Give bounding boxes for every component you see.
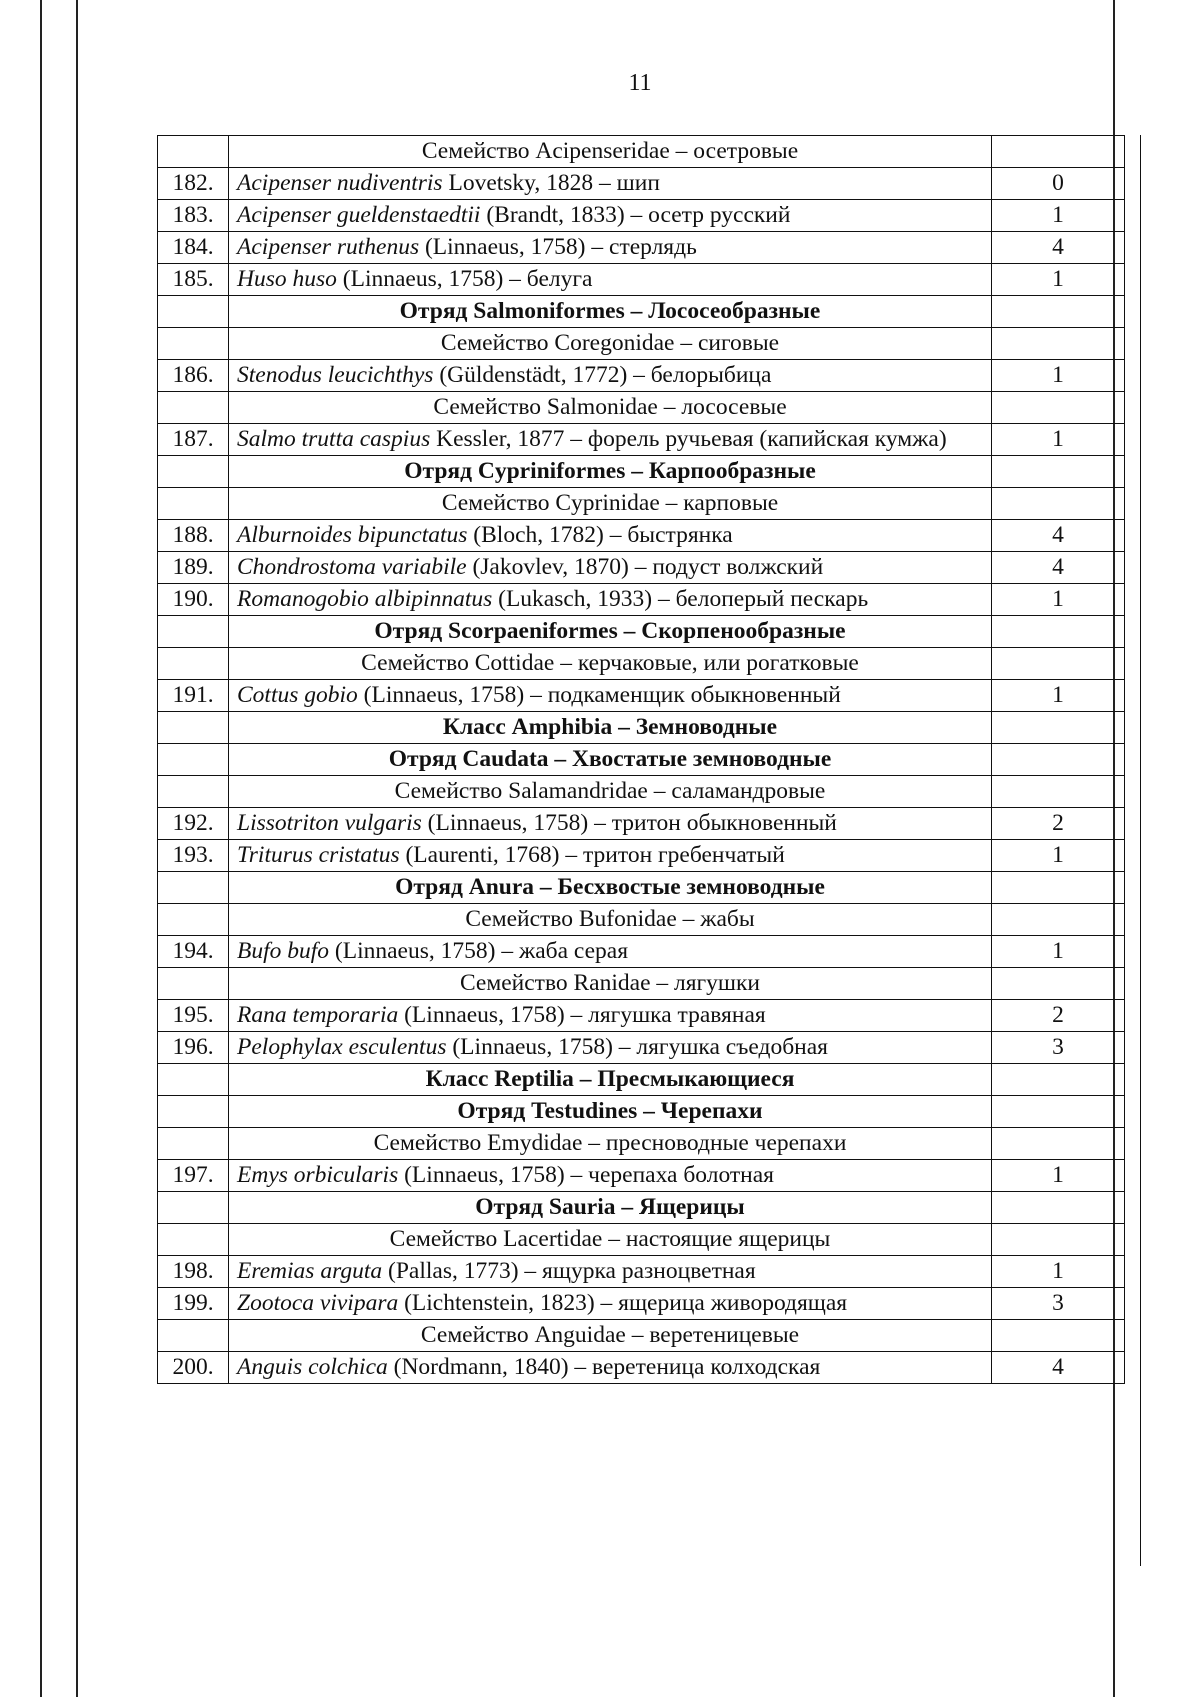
latin-name: Lissotriton vulgaris xyxy=(237,810,422,836)
species-row xyxy=(158,808,1125,840)
authority-and-common-name: (Linnaeus, 1758) – лягушка травяная xyxy=(398,1002,766,1028)
latin-name: Cottus gobio xyxy=(237,682,358,708)
authority-and-common-name: (Linnaeus, 1758) – лягушка съедобная xyxy=(446,1034,828,1060)
row-number: 196. xyxy=(158,1032,229,1064)
page-number: 11 xyxy=(628,70,652,96)
row-number: 197. xyxy=(158,1160,229,1192)
latin-name: Acipenser gueldenstaedtii xyxy=(237,202,481,228)
taxon-order-heading: Отряд Testudines – Черепахи xyxy=(229,1096,992,1128)
row-number xyxy=(158,776,229,808)
taxon-family-heading: Семейство Anguidae – веретеницевые xyxy=(229,1320,992,1352)
category-cell: 3 xyxy=(992,1288,1125,1320)
row-number: 182. xyxy=(158,168,229,200)
category-cell: 1 xyxy=(992,1160,1125,1192)
species-row xyxy=(158,1256,1125,1288)
species-name xyxy=(229,360,992,392)
row-number xyxy=(158,1224,229,1256)
row-number: 192. xyxy=(158,808,229,840)
taxon-family-heading: Семейство Coregonidae – сиговые xyxy=(229,328,992,360)
species-row xyxy=(158,360,1125,392)
taxon-family-heading: Семейство Acipenseridae – осетровые xyxy=(229,136,992,168)
species-row xyxy=(158,936,1125,968)
category-cell: 0 xyxy=(992,168,1125,200)
row-number xyxy=(158,328,229,360)
authority-and-common-name: (Linnaeus, 1758) – стерлядь xyxy=(419,234,697,260)
row-number: 189. xyxy=(158,552,229,584)
category-cell xyxy=(992,392,1125,424)
taxon-header-row xyxy=(158,648,1125,680)
authority-and-common-name: (Lukasch, 1933) – белоперый пескарь xyxy=(492,586,869,612)
species-table-body xyxy=(158,136,1125,1384)
species-row xyxy=(158,232,1125,264)
latin-name: Zootoca vivipara xyxy=(237,1290,399,1316)
taxon-header-row xyxy=(158,968,1125,1000)
category-cell: 4 xyxy=(992,552,1125,584)
species-table xyxy=(157,135,1125,1384)
latin-name: Bufo bufo xyxy=(237,938,330,964)
taxon-order-heading: Отряд Anura – Бесхвостые земноводные xyxy=(229,872,992,904)
species-name xyxy=(229,1256,992,1288)
authority-and-common-name: (Brandt, 1833) – осетр русский xyxy=(480,202,791,228)
taxon-order-heading: Отряд Sauria – Ящерицы xyxy=(229,1192,992,1224)
row-number xyxy=(158,616,229,648)
species-row xyxy=(158,424,1125,456)
row-number: 194. xyxy=(158,936,229,968)
taxon-header-row xyxy=(158,1320,1125,1352)
row-number xyxy=(158,1192,229,1224)
taxon-family-heading: Семейство Ranidae – лягушки xyxy=(229,968,992,1000)
taxon-family-heading: Семейство Salamandridae – саламандровые xyxy=(229,776,992,808)
taxon-header-row xyxy=(158,328,1125,360)
taxon-family-heading: Семейство Salmonidae – лососевые xyxy=(229,392,992,424)
taxon-order-heading: Класс Reptilia – Пресмыкающиеся xyxy=(229,1064,992,1096)
category-cell: 1 xyxy=(992,680,1125,712)
latin-name: Acipenser nudiventris xyxy=(237,170,443,196)
latin-name: Anguis colchica xyxy=(237,1354,388,1380)
category-cell xyxy=(992,1192,1125,1224)
row-number xyxy=(158,392,229,424)
latin-name: Rana temporaria xyxy=(237,1002,399,1028)
category-cell xyxy=(992,744,1125,776)
species-name xyxy=(229,1160,992,1192)
category-cell xyxy=(992,1128,1125,1160)
latin-name: Eremias arguta xyxy=(237,1258,383,1284)
taxon-header-row xyxy=(158,488,1125,520)
row-number xyxy=(158,1320,229,1352)
latin-name: Pelophylax esculentus xyxy=(237,1034,447,1060)
species-name xyxy=(229,1352,992,1384)
authority-and-common-name: (Güldenstädt, 1772) – белорыбица xyxy=(433,362,772,388)
latin-name: Acipenser ruthenus xyxy=(237,234,420,260)
taxon-order-heading: Отряд Scorpaeniformes – Скорпенообразные xyxy=(229,616,992,648)
scan-edge-line xyxy=(40,0,42,1697)
taxon-family-heading: Семейство Emydidae – пресноводные черепахи xyxy=(229,1128,992,1160)
authority-and-common-name: (Lichtenstein, 1823) – ящерица живородящая xyxy=(398,1290,848,1316)
row-number xyxy=(158,744,229,776)
latin-name: Alburnoides bipunctatus xyxy=(237,522,468,548)
latin-name: Chondrostoma variabile xyxy=(237,554,467,580)
row-number: 188. xyxy=(158,520,229,552)
category-cell xyxy=(992,328,1125,360)
authority-and-common-name: (Linnaeus, 1758) – белуга xyxy=(336,266,593,292)
category-cell: 4 xyxy=(992,520,1125,552)
authority-and-common-name: (Linnaeus, 1758) – черепаха болотная xyxy=(398,1162,774,1188)
species-row xyxy=(158,1160,1125,1192)
species-name xyxy=(229,424,992,456)
latin-name: Emys orbicularis xyxy=(237,1162,399,1188)
category-cell xyxy=(992,904,1125,936)
species-row xyxy=(158,680,1125,712)
category-cell xyxy=(992,296,1125,328)
category-cell xyxy=(992,616,1125,648)
species-row xyxy=(158,520,1125,552)
species-row xyxy=(158,200,1125,232)
row-number xyxy=(158,136,229,168)
row-number xyxy=(158,488,229,520)
row-number: 184. xyxy=(158,232,229,264)
row-number: 185. xyxy=(158,264,229,296)
species-name xyxy=(229,520,992,552)
row-number xyxy=(158,1064,229,1096)
category-cell xyxy=(992,648,1125,680)
row-number xyxy=(158,1128,229,1160)
category-cell: 1 xyxy=(992,360,1125,392)
category-cell: 1 xyxy=(992,936,1125,968)
taxon-header-row xyxy=(158,456,1125,488)
row-number xyxy=(158,456,229,488)
taxon-header-row xyxy=(158,296,1125,328)
species-name xyxy=(229,168,992,200)
species-row xyxy=(158,584,1125,616)
category-cell xyxy=(992,968,1125,1000)
category-cell: 2 xyxy=(992,808,1125,840)
species-name xyxy=(229,680,992,712)
species-row xyxy=(158,840,1125,872)
taxon-order-heading: Отряд Cypriniformes – Карпообразные xyxy=(229,456,992,488)
species-name xyxy=(229,552,992,584)
species-row xyxy=(158,1352,1125,1384)
category-cell: 1 xyxy=(992,584,1125,616)
category-cell: 1 xyxy=(992,200,1125,232)
species-row xyxy=(158,552,1125,584)
row-number xyxy=(158,904,229,936)
taxon-family-heading: Семейство Cyprinidae – карповые xyxy=(229,488,992,520)
category-cell: 1 xyxy=(992,1256,1125,1288)
taxon-order-heading: Класс Amphibia – Земноводные xyxy=(229,712,992,744)
taxon-family-heading: Семейство Lacertidae – настоящие ящерицы xyxy=(229,1224,992,1256)
category-cell xyxy=(992,1096,1125,1128)
category-cell xyxy=(992,1064,1125,1096)
species-name xyxy=(229,1288,992,1320)
authority-and-common-name: (Bloch, 1782) – быстрянка xyxy=(467,522,733,548)
authority-and-common-name: (Jakovlev, 1870) – подуст волжский xyxy=(466,554,824,580)
row-number: 199. xyxy=(158,1288,229,1320)
latin-name: Huso huso xyxy=(237,266,337,292)
species-row xyxy=(158,1032,1125,1064)
species-row xyxy=(158,1288,1125,1320)
authority-and-common-name: (Laurenti, 1768) – тритон гребенчатый xyxy=(399,842,785,868)
row-number: 186. xyxy=(158,360,229,392)
row-number: 191. xyxy=(158,680,229,712)
row-number xyxy=(158,296,229,328)
latin-name: Triturus cristatus xyxy=(237,842,400,868)
taxon-header-row xyxy=(158,1128,1125,1160)
species-row xyxy=(158,264,1125,296)
category-cell xyxy=(992,712,1125,744)
authority-and-common-name: (Linnaeus, 1758) – подкаменщик обыкновенный xyxy=(357,682,841,708)
species-name xyxy=(229,584,992,616)
row-number xyxy=(158,1096,229,1128)
row-number xyxy=(158,648,229,680)
category-cell: 2 xyxy=(992,1000,1125,1032)
species-name xyxy=(229,264,992,296)
row-number: 195. xyxy=(158,1000,229,1032)
taxon-header-row xyxy=(158,1096,1125,1128)
table-shadow-column xyxy=(1125,135,1141,1566)
category-cell: 1 xyxy=(992,264,1125,296)
taxon-header-row xyxy=(158,1064,1125,1096)
authority-and-common-name: Lovetsky, 1828 – шип xyxy=(442,170,660,196)
species-name xyxy=(229,232,992,264)
latin-name: Stenodus leucichthys xyxy=(237,362,434,388)
category-cell xyxy=(992,488,1125,520)
taxon-family-heading: Семейство Bufonidae – жабы xyxy=(229,904,992,936)
authority-and-common-name: (Pallas, 1773) – ящурка разноцветная xyxy=(382,1258,756,1284)
taxon-header-row xyxy=(158,872,1125,904)
row-number xyxy=(158,712,229,744)
row-number xyxy=(158,872,229,904)
species-name xyxy=(229,1032,992,1064)
species-name xyxy=(229,200,992,232)
authority-and-common-name: (Nordmann, 1840) – веретеница колходская xyxy=(387,1354,821,1380)
authority-and-common-name: (Linnaeus, 1758) – жаба серая xyxy=(329,938,629,964)
species-name xyxy=(229,808,992,840)
category-cell: 4 xyxy=(992,1352,1125,1384)
taxon-family-heading: Семейство Cottidae – керчаковые, или рогатковые xyxy=(229,648,992,680)
category-cell xyxy=(992,136,1125,168)
row-number: 183. xyxy=(158,200,229,232)
scan-edge-line xyxy=(76,0,78,1697)
category-cell: 1 xyxy=(992,424,1125,456)
row-number: 200. xyxy=(158,1352,229,1384)
row-number xyxy=(158,968,229,1000)
row-number: 198. xyxy=(158,1256,229,1288)
taxon-header-row xyxy=(158,904,1125,936)
category-cell: 1 xyxy=(992,840,1125,872)
taxon-header-row xyxy=(158,616,1125,648)
category-cell xyxy=(992,1224,1125,1256)
species-name xyxy=(229,936,992,968)
taxon-header-row xyxy=(158,776,1125,808)
taxon-header-row xyxy=(158,136,1125,168)
row-number: 193. xyxy=(158,840,229,872)
category-cell xyxy=(992,776,1125,808)
category-cell: 4 xyxy=(992,232,1125,264)
category-cell: 3 xyxy=(992,1032,1125,1064)
taxon-header-row xyxy=(158,712,1125,744)
species-name xyxy=(229,1000,992,1032)
species-row xyxy=(158,168,1125,200)
species-row xyxy=(158,1000,1125,1032)
taxon-header-row xyxy=(158,744,1125,776)
category-cell xyxy=(992,872,1125,904)
taxon-order-heading: Отряд Salmoniformes – Лососеобразные xyxy=(229,296,992,328)
row-number: 187. xyxy=(158,424,229,456)
row-number: 190. xyxy=(158,584,229,616)
category-cell xyxy=(992,456,1125,488)
taxon-header-row xyxy=(158,1192,1125,1224)
authority-and-common-name: Kessler, 1877 – форель ручьевая (капийская кумжа) xyxy=(430,426,947,452)
taxon-order-heading: Отряд Caudata – Хвостатые земноводные xyxy=(229,744,992,776)
authority-and-common-name: (Linnaeus, 1758) – тритон обыкновенный xyxy=(421,810,837,836)
latin-name: Salmo trutta caspius xyxy=(237,426,431,452)
taxon-header-row xyxy=(158,1224,1125,1256)
latin-name: Romanogobio albipinnatus xyxy=(237,586,493,612)
taxon-header-row xyxy=(158,392,1125,424)
category-cell xyxy=(992,1320,1125,1352)
species-name xyxy=(229,840,992,872)
